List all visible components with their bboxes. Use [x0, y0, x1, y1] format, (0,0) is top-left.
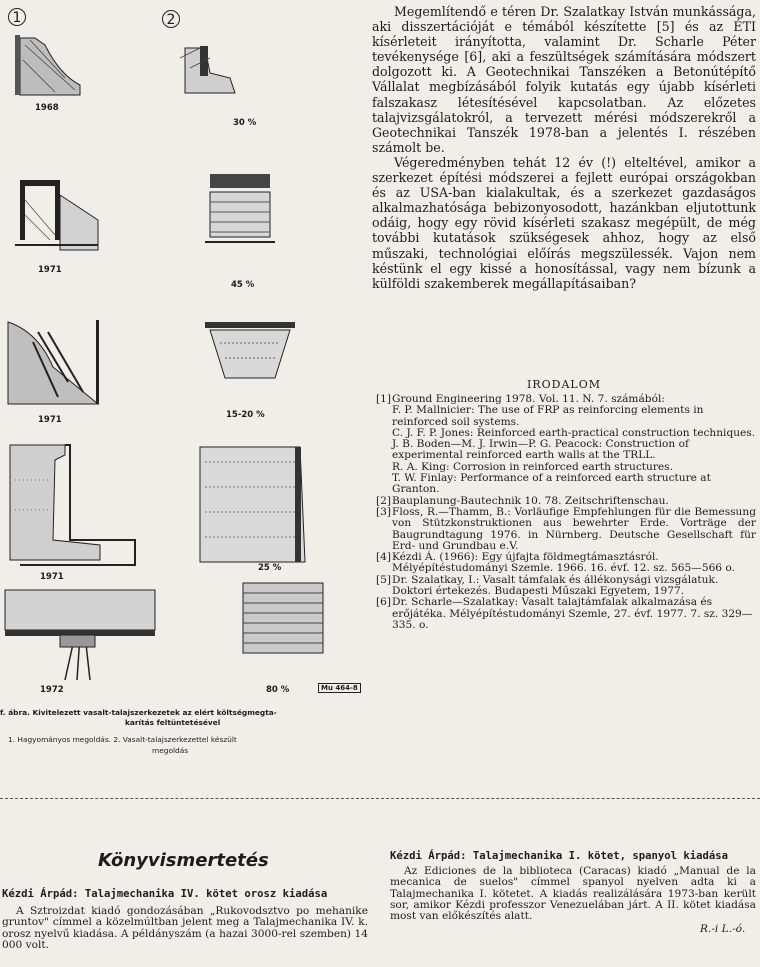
figure-caption-line3: 1. Hagyományos megoldás. 2. Vasalt-talajszerkezettel készült	[8, 735, 237, 744]
figure-caption-line4: megoldás	[152, 746, 189, 755]
reference-1	[376, 394, 756, 496]
reference-4-index: [4]	[376, 551, 392, 564]
review-section-title: Könyvismertetés	[98, 850, 269, 871]
drawing-1971-traditional-c	[5, 440, 145, 570]
drawing-1971-traditional-b	[8, 312, 118, 407]
reference-5	[376, 575, 756, 598]
review-left-heading: Kézdi Árpád: Talajmechanika IV. kötet orosz kiadása	[2, 888, 328, 900]
reference-1-line-6: T. W. Finlay: Performance of a reinforced earth structure at Granton.	[392, 472, 711, 496]
reference-5-text: Dr. Szalatkay, I.: Vasalt támfalak és állékonysági vizsgálatuk. Doktori értekezés. Budapesti Műszaki Egyetem, 1977.	[392, 573, 719, 598]
reference-6-index: [6]	[376, 596, 392, 609]
body-paragraph-2: Végeredményben tehát 12 év (!) elteltével, amikor a szerkezet építési módszerei a fejlett európai országokban és az USA-ban kialakultak, és a szerkezet gazdaságos alkalmazhatósága bebizonyosodott, hazánkban eljutottunk odáig, hogy egy rövid kísérleti szakasz megépült, de még további kutatások szükségesek ahhoz, hogy az első műszaki, technológiai előírás megszülessék. Vajon nem késtünk el egy kissé a honosítással, vagy nem bízunk a külföldi szakemberek megállapításaiban?	[372, 154, 756, 291]
year-label-1972: 1972	[40, 685, 64, 695]
circle-label-1	[8, 8, 26, 26]
drawing-25pct-reinforced	[195, 442, 315, 572]
reference-1-line-4: J. B. Boden—M. J. Irwin—P. G. Peacock: Construction of experimental reinforced earth walls at the TRLL.	[392, 438, 689, 462]
reference-6	[376, 597, 756, 631]
reference-3-index: [3]	[376, 505, 392, 518]
drawing-30pct-reinforced	[180, 28, 240, 98]
drawing-15-20pct-reinforced	[200, 318, 300, 388]
drawing-80pct-reinforced	[238, 578, 333, 663]
section-divider	[0, 798, 760, 799]
review-left-text: A Sztroizdat kiadó gondozásában „Rukovodsztvo po mehanike gruntov" címmel a közelmúltban jelent meg a Talajmechanika IV. k. orosz nyelvű kiadása. A példányszám (a hazai 3000-rel szemben) 14 000 volt.	[2, 905, 368, 951]
year-label-1971-c: 1971	[40, 572, 64, 582]
drawing-1968-traditional	[15, 30, 85, 100]
percent-label-15-20: 15-20 %	[226, 410, 265, 420]
reference-1-line-2: F. P. Mallnicier: The use of FRP as reinforcing elements in reinforced soil systems.	[392, 404, 704, 428]
review-signature: R.-i L.-ó.	[700, 923, 746, 935]
reference-1-line-1: Ground Engineering 1978. Vol. 11. N. 7. számából:	[392, 393, 665, 405]
drawing-1971-traditional-a	[10, 175, 100, 255]
percent-label-30: 30 %	[233, 118, 257, 128]
main-text	[372, 4, 756, 291]
reference-6-text: Dr. Scharle—Szalatkay: Vasalt talajtámfalak alkalmazása és erőjátéka. Mélyépítéstudományi Szemle, 27. évf. 1977. 7. sz. 329—335. o.	[392, 596, 753, 631]
drawing-45pct-reinforced	[200, 172, 280, 257]
reference-2-index: [2]	[376, 494, 392, 507]
body-paragraph-1: Megemlítendő e téren Dr. Szalatkay István munkássága, aki disszertációját e témából készítette [5] és az ÉTI kísérleteit irányította, valamint Dr. Scharle Péter tevékenysége [6], aki a feszültségek számítására módszert dolgozott ki. A Geotechnikai Tanszéken a Betonútépítő Vállalat megbízásából folyik kutatás egy újabb kísérleti falszakasz létesítésével kapcsolatban. Az előzetes talajvizsgálatokról, a tervezett mérési módszerekről a Geotechnikai Tanszék 1978-ban a jelentés I. részében számolt be.	[372, 4, 756, 155]
circle-label-1-text: 1	[12, 10, 22, 26]
drawing-1972-traditional	[5, 585, 165, 685]
year-label-1971-a: 1971	[38, 265, 62, 275]
circle-label-2	[162, 10, 180, 28]
reference-1-line-5: R. A. King: Corrosion in reinforced earth structures.	[392, 460, 673, 473]
figure-stamp: Mu 464-8	[318, 683, 361, 693]
reference-1-line-3: C. J. F. P. Jones: Reinforced earth-practical construction techniques.	[392, 426, 756, 439]
reference-1-index: [1]	[376, 393, 392, 405]
percent-label-45: 45 %	[231, 280, 255, 290]
figure-caption-line1: f. ábra. Kivitelezett vasalt-talajszerkezetek az elért költségmegta-	[0, 708, 277, 717]
figure-caption-line2: karítás feltüntetésével	[125, 718, 221, 727]
reference-4-text: Kézdi Á. (1966): Egy újfajta földmegtámasztásról. Mélyépítéstudományi Szemle. 1966. 16. évf. 12. sz. 565—566 o.	[392, 551, 735, 575]
review-right-heading: Kézdi Árpád: Talajmechanika I. kötet, spanyol kiadása	[390, 850, 729, 862]
reference-3-text: Floss, R.—Thamm, B.: Vorläufige Empfehlungen für die Bemessung von Stützkonstruktionen aus bewehrter Erde. Vorträge der Baugrundtagung 1976. in Nürnberg. Deutsche Gesellschaft für Erd- und Grundbau e.V.	[392, 505, 756, 552]
percent-label-80: 80 %	[266, 685, 290, 695]
circle-label-2-text: 2	[166, 12, 176, 28]
year-label-1968: 1968	[35, 103, 59, 113]
figure-area	[0, 0, 380, 760]
reference-2-text: Bauplanung-Bautechnik 10. 78. Zeitschriftenschau.	[392, 494, 669, 507]
reference-4	[376, 552, 756, 575]
year-label-1971-b: 1971	[38, 415, 62, 425]
reference-3	[376, 507, 756, 552]
percent-label-25: 25 %	[258, 563, 282, 573]
review-right-text: Az Ediciones de la biblioteca (Caracas) kiadó „Manual de la mecanica de suelos" címmel spanyol nyelven adta ki a Talajmechanika I. kötetet. A kiadás realizálására 1973-ban került sor, amikor Kézdi professzor Venezuelában járt. A II. kötet kiadása most van előkészítés alatt.	[390, 865, 756, 923]
reference-list	[376, 394, 756, 631]
reference-5-index: [5]	[376, 573, 392, 586]
irodalom-heading: IRODALOM	[527, 378, 601, 391]
